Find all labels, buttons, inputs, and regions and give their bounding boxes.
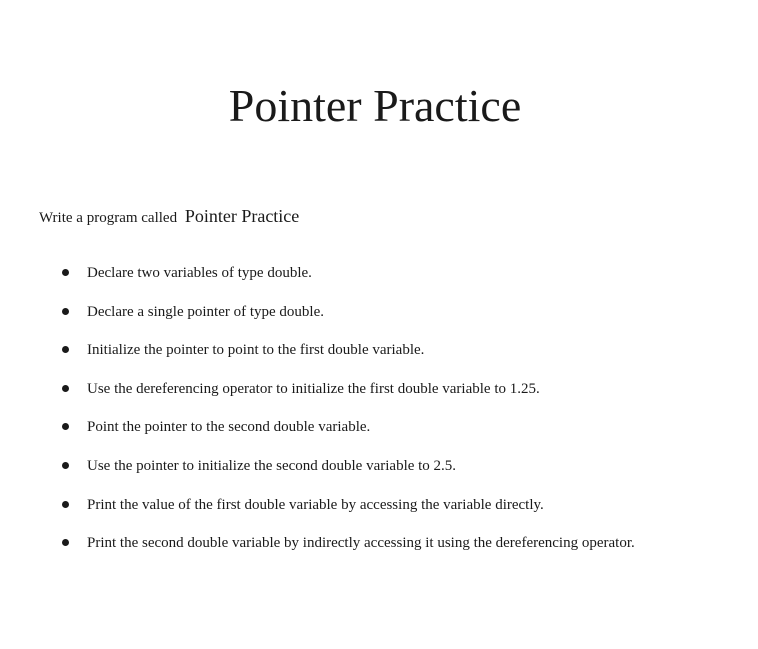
task-text: Initialize the pointer to point to the first double variable.	[87, 342, 425, 359]
task-text: Declare two variables of type double.	[87, 265, 312, 281]
page-title: Pointer Practice	[228, 80, 522, 131]
task-text: Declare a single pointer of type double.	[87, 303, 324, 320]
bullet-icon	[62, 269, 69, 276]
bullet-icon	[62, 462, 69, 469]
bullet-icon	[62, 539, 69, 546]
task-text: Print the second double variable by indirectly accessing it using the dereferencing operator.	[87, 535, 635, 552]
bullet-icon	[62, 346, 69, 353]
intro-prefix: Write a program called	[39, 210, 178, 226]
task-text: Use the pointer to initialize the second double variable to 2.5.	[87, 457, 457, 474]
task-text: Print the value of the first double variable by accessing the variable directly.	[87, 496, 544, 513]
task-text: Use the dereferencing operator to initialize the first double variable to 1.25.	[87, 380, 540, 397]
bullet-icon	[62, 423, 69, 430]
bullet-icon	[62, 501, 69, 508]
program-name: Pointer Practice	[184, 206, 300, 226]
bullet-icon	[62, 308, 69, 315]
intro-line	[39, 204, 299, 230]
task-text: Point the pointer to the second double variable.	[87, 419, 371, 436]
bullet-icon	[62, 385, 69, 392]
